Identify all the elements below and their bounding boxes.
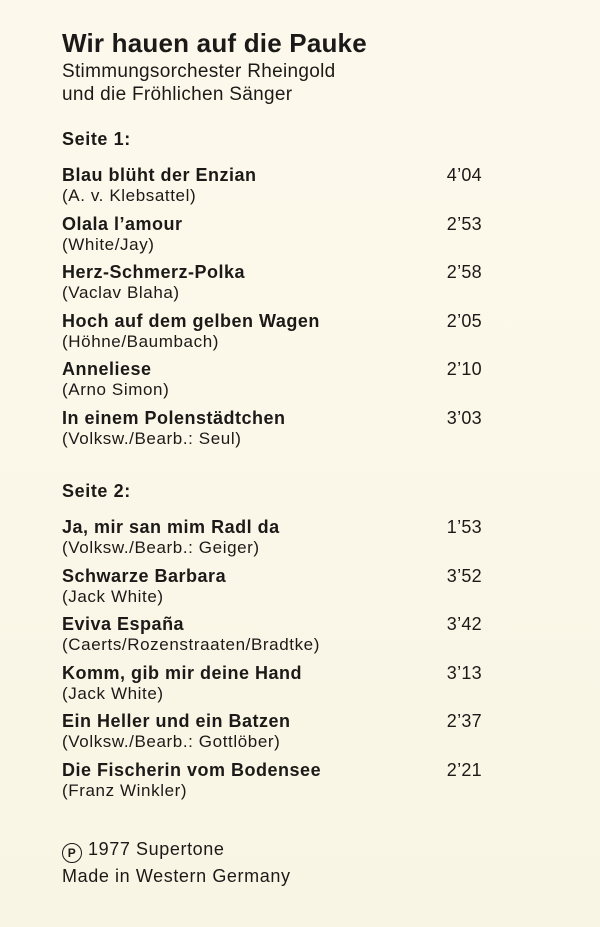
track-title: In einem Polenstädtchen: [62, 407, 286, 428]
track-item: [62, 407, 482, 456]
track-composer: (Franz Winkler): [62, 780, 188, 800]
track-item: [62, 565, 482, 614]
side-2-track-list: [62, 516, 482, 807]
track-composer: (A. v. Klebsattel): [62, 186, 197, 205]
origin-text: Made in Western Germany: [62, 866, 291, 886]
track-composer: (Höhne/Baumbach): [62, 331, 220, 351]
track-title: Ein Heller und ein Batzen: [62, 711, 291, 731]
track-duration: 2’21: [446, 759, 482, 780]
track-item: [62, 164, 482, 213]
side-2-heading: Seite 2:: [62, 481, 131, 501]
track-duration: 2’05: [446, 310, 482, 331]
side-1-section: [62, 128, 482, 455]
track-composer: (Caerts/Rozenstraaten/Bradtke): [62, 635, 320, 654]
side-1-heading: Seite 1:: [62, 129, 131, 149]
track-duration: 2’10: [446, 359, 482, 379]
track-composer: (Volksw./Bearb.: Geiger): [62, 538, 260, 557]
copyright-text: 1977 Supertone: [88, 839, 225, 859]
track-duration: 4’04: [446, 165, 482, 185]
track-composer: (White/Jay): [62, 234, 155, 254]
track-duration: 2’37: [446, 711, 482, 731]
track-title: Herz-Schmerz-Polka: [62, 262, 246, 282]
track-composer: (Vaclav Blaha): [62, 283, 180, 302]
artist-line-2: und die Fröhlichen Sänger: [62, 84, 293, 105]
track-item: [62, 213, 482, 262]
track-item: [62, 310, 482, 359]
track-duration: 2’53: [446, 213, 482, 234]
track-title: Schwarze Barbara: [62, 565, 227, 586]
track-item: [62, 358, 482, 407]
track-composer: (Volksw./Bearb.: Gottlöber): [62, 732, 281, 751]
track-title: Ja, mir san mim Radl da: [62, 517, 280, 537]
copyright-line: [62, 836, 291, 863]
track-composer: (Arno Simon): [62, 380, 170, 399]
track-item: [62, 662, 482, 711]
track-item: [62, 613, 482, 662]
track-duration: 3’52: [446, 565, 482, 586]
side-1-track-list: [62, 164, 482, 455]
track-composer: (Jack White): [62, 683, 164, 703]
track-item: [62, 759, 482, 808]
track-title: Komm, gib mir deine Hand: [62, 662, 303, 683]
track-title: Olala l’amour: [62, 213, 183, 234]
track-duration: 1’53: [446, 517, 482, 537]
track-title: Eviva España: [62, 614, 185, 634]
track-duration: 3’42: [446, 614, 482, 634]
phonogram-copyright-icon: P: [62, 843, 82, 863]
track-title: Hoch auf dem gelben Wagen: [62, 310, 320, 331]
track-title: Blau blüht der Enzian: [62, 165, 257, 185]
track-duration: 2’58: [446, 262, 482, 282]
album-title: Wir hauen auf die Pauke: [62, 28, 367, 58]
track-title: Anneliese: [62, 359, 152, 379]
side-2-section: [62, 480, 482, 807]
track-item: [62, 710, 482, 759]
artist-line-1: Stimmungsorchester Rheingold: [62, 61, 336, 82]
track-duration: 3’13: [446, 662, 482, 683]
track-duration: 3’03: [446, 407, 482, 428]
track-item: [62, 516, 482, 565]
track-composer: (Jack White): [62, 586, 164, 606]
track-composer: (Volksw./Bearb.: Seul): [62, 428, 242, 448]
track-title: Die Fischerin vom Bodensee: [62, 759, 322, 780]
label-footer: [62, 836, 291, 889]
track-item: [62, 261, 482, 310]
album-header: [62, 26, 367, 106]
